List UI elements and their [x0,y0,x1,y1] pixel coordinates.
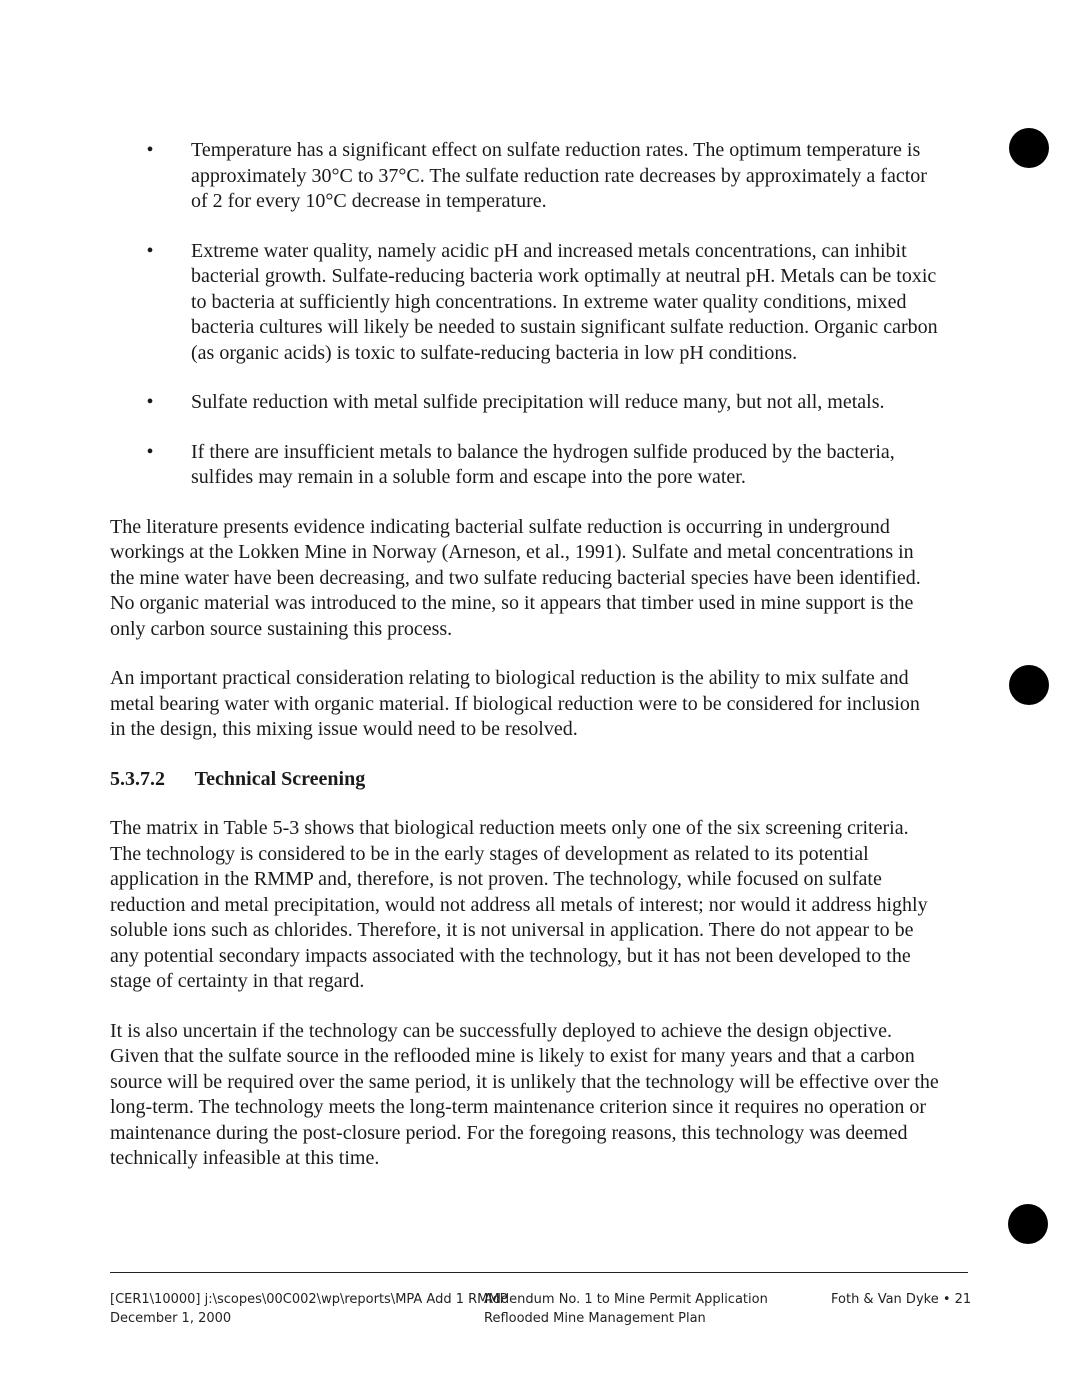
footer-doc-title-line-2: Reflooded Mine Management Plan [484,1311,706,1326]
punch-hole-middle [1009,665,1049,705]
footer-file-path: [CER1\10000] j:\scopes\00C002\wp\reports\MPA Add 1 RMMP [110,1292,508,1307]
footer-left [110,1290,507,1328]
footer-date: December 1, 2000 [110,1311,232,1326]
bullet-item-metal-sulfide [110,390,940,416]
paragraph-literature: The literature presents evidence indicating bacterial sulfate reduction is occurring in underground workings at the Lokken Mine in Norway (Arneson, et al., 1991). Sulfate and metal concentrations in the mine water have been decreasing, and two sulfate reducing bacterial species have been identified. No organic material was introduced to the mine, so it appears that timber used in mine support is the only carbon source sustaining this process. [110,515,921,640]
footer-doc-title-line-1: Addendum No. 1 to Mine Permit Application [484,1292,768,1307]
bullet-symbol: • [146,391,154,413]
bullet-text: Extreme water quality, namely acidic pH and increased metals concentrations, can inhibit bacterial growth. Sulfate-reducing bacteria work optimally at neutral pH. Metals can be toxic to bacteria at sufficiently high concentrations. In extreme water quality conditions, mixed bacteria cultures will likely be needed to sustain significant sulfate reduction. Organic carbon (as organic acids) is toxic to sulfate-reducing bacteria in low pH conditions. [191,239,938,364]
bullet-text: Sulfate reduction with metal sulfide precipitation will reduce many, but not all, metals. [191,391,885,413]
page-body [110,138,940,1196]
footer-company-page-number: Foth & Van Dyke • 21 [831,1292,972,1307]
bullet-item-temperature [110,138,940,215]
bullet-symbol: • [146,139,154,161]
bullet-text: Temperature has a significant effect on sulfate reduction rates. The optimum temperature is approximately 30°C to 37°C. The sulfate reduction rate decreases by approximately a factor of 2 for every 10°C decrease in temperature. [191,139,927,212]
section-title: Technical Screening [194,767,366,790]
punch-hole-bottom [1008,1204,1048,1244]
footer-center [484,1290,768,1328]
section-number: 5.3.7.2 [110,767,165,790]
section-heading [110,767,940,793]
bullet-item-water-quality [110,239,940,367]
bullet-text: If there are insufficient metals to balance the hydrogen sulfide produced by the bacteria, sulfides may remain in a soluble form and escape into the pore water. [191,440,895,488]
footer-divider [110,1272,968,1273]
punch-hole-top [1009,128,1049,168]
bullet-symbol: • [146,440,154,463]
paragraph-screening-matrix: The matrix in Table 5-3 shows that biological reduction meets only one of the six screening criteria. The technology is considered to be in the early stages of development as related to its potential application in the RMMP and, therefore, is not proven. The technology, while focused on sulfate reduction and metal precipitation, would not address all metals of interest; nor would it address highly soluble ions such as chlorides. Therefore, it is not universal in application. There do not appear to be any potential secondary impacts associated with the technology, but it has not been developed to the stage of certainty in that regard. [110,817,928,992]
footer-right [831,1290,971,1309]
paragraph-practical-consideration: An important practical consideration relating to biological reduction is the ability to mix sulfate and metal bearing water with organic material. If biological reduction were to be considered for inclusion in the design, this mixing issue would need to be resolved. [110,667,920,740]
paragraph-feasibility-conclusion: It is also uncertain if the technology can be successfully deployed to achieve the design objective. Given that the sulfate source in the reflooded mine is likely to exist for many years and that a carbon source will be required over the same period, it is unlikely that the technology will be effective over the long-term. The technology meets the long-term maintenance criterion since it requires no operation or maintenance during the post-closure period. For the foregoing reasons, this technology was deemed technically infeasible at this time. [110,1019,939,1169]
bullet-symbol: • [146,239,154,262]
bullet-item-insufficient-metals [110,440,940,491]
